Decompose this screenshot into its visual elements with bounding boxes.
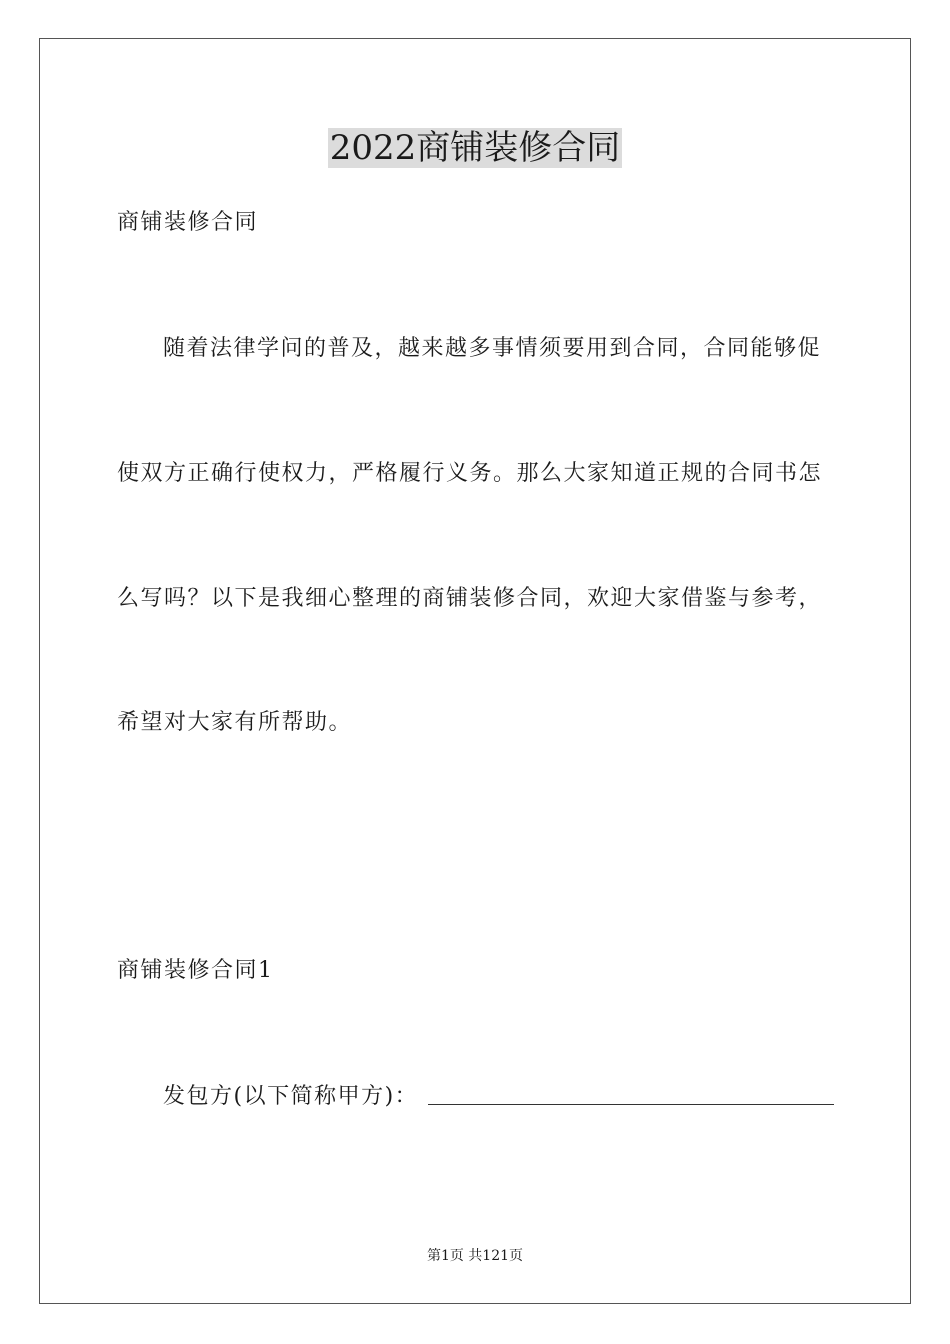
subtitle: 商铺装修合同: [117, 210, 259, 235]
intro-paragraph-line: 希望对大家有所帮助。: [117, 710, 353, 735]
document-title-text: 2022商铺装修合同: [329, 128, 621, 168]
intro-paragraph-line: 随着法律学问的普及，越来越多事情须要用到合同，合同能够促: [163, 336, 822, 361]
party-a-fill-blank[interactable]: [428, 1104, 834, 1105]
intro-paragraph-line: 么写吗？以下是我细心整理的商铺装修合同，欢迎大家借鉴与参考，: [117, 586, 823, 611]
section-heading: 商铺装修合同1: [117, 958, 274, 983]
intro-paragraph-line: 使双方正确行使权力，严格履行义务。那么大家知道正规的合同书怎: [117, 461, 823, 486]
page-footer: 第1页 共121页: [426, 1248, 524, 1264]
document-title: [0, 128, 950, 168]
party-a-label: 发包方(以下简称甲方)：: [163, 1084, 419, 1109]
